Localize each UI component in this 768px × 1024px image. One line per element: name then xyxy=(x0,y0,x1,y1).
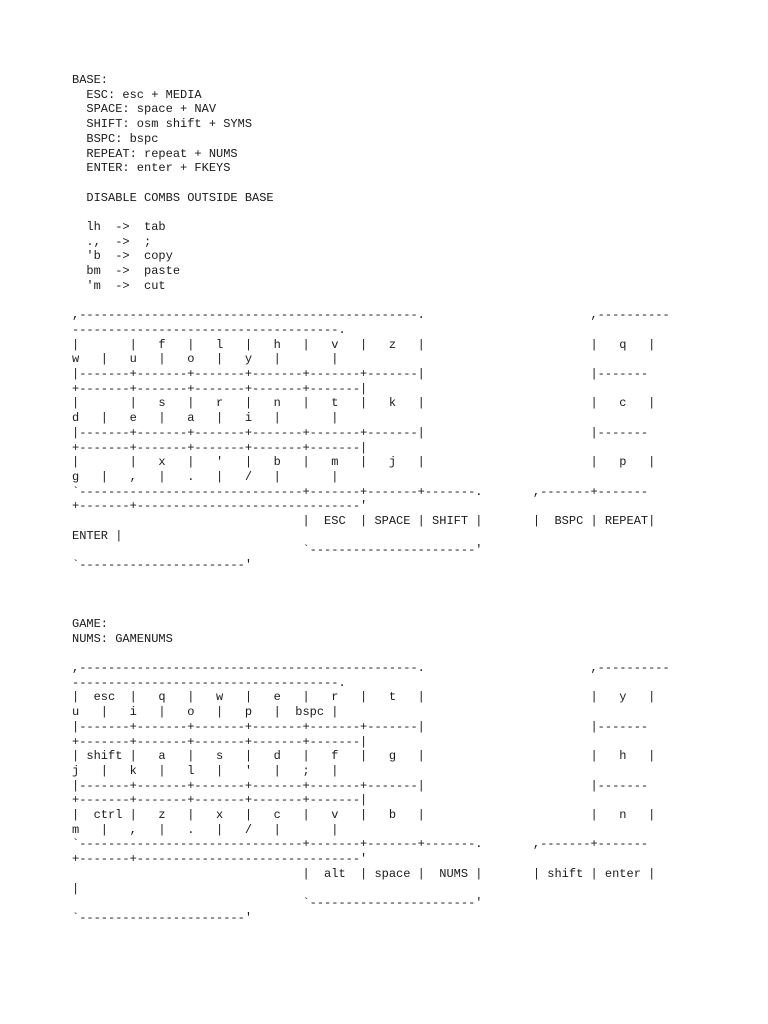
document-line: |-------+-------+-------+-------+-------+-------| |------- xyxy=(72,778,649,793)
document-line: lh -> tab xyxy=(72,220,166,234)
document-line: ENTER: enter + FKEYS xyxy=(72,161,231,176)
document-line: SHIFT: osm shift + SYMS xyxy=(72,117,253,132)
document-line: GAME: xyxy=(72,616,109,631)
document-line: ESC: esc + MEDIA xyxy=(72,87,202,102)
document-line: | shift | a | s | d | f | g | | h | xyxy=(72,749,656,764)
document-line: | | s | r | n | t | k | | c | xyxy=(72,396,656,411)
document-line: |-------+-------+-------+-------+-------+-------| |------- xyxy=(72,719,649,734)
document-line: g | , | . | / | | xyxy=(72,469,339,484)
document-line: `-----------------------' xyxy=(72,558,253,573)
document-line: w | u | o | y | | xyxy=(72,352,339,367)
document-line: `-----------------------' xyxy=(72,910,253,925)
document-line: u | i | o | p | bspc | xyxy=(72,705,339,720)
document-line: ,-----------------------------------------------. ,---------- xyxy=(72,308,670,323)
document-line: `-------------------------------+-------+-------+-------. ,-------+------- xyxy=(72,484,649,499)
document-line: | | f | l | h | v | z | | q | xyxy=(72,337,656,352)
document-line: 'm -> cut xyxy=(72,278,166,293)
document-line: `-----------------------' xyxy=(72,543,483,558)
document-line: -------------------------------------. xyxy=(72,322,346,337)
document-line: BASE: xyxy=(72,73,109,87)
document-line: +-------+-------------------------------' xyxy=(72,499,368,514)
document-line: `-----------------------' xyxy=(72,896,483,911)
document-line: +-------+-------+-------+-------+-------| xyxy=(72,734,368,749)
document-line: | xyxy=(72,881,80,896)
document-line: ENTER | xyxy=(72,528,123,543)
document-line: | | x | ' | b | m | j | | p | xyxy=(72,455,656,470)
document-line: +-------+-------+-------+-------+-------| xyxy=(72,381,368,396)
document-line: bm -> paste xyxy=(72,264,181,279)
document-line: d | e | a | i | | xyxy=(72,411,339,426)
document-line: | esc | q | w | e | r | t | | y | xyxy=(72,690,656,705)
document-line: |-------+-------+-------+-------+-------+-------| |------- xyxy=(72,367,649,381)
document-line: SPACE: space + NAV xyxy=(72,102,217,117)
document-line: | ctrl | z | x | c | v | b | | n | xyxy=(72,808,656,822)
document-line: REPEAT: repeat + NUMS xyxy=(72,146,238,161)
document-line: j | k | l | ' | ; | xyxy=(72,763,339,778)
document-line: | alt | space | NUMS | | shift | enter | xyxy=(72,866,656,881)
document-line: +-------+-------+-------+-------+-------| xyxy=(72,793,368,808)
document-line: | ESC | SPACE | SHIFT | | BSPC | REPEAT| xyxy=(72,514,656,528)
document-line: DISABLE COMBS OUTSIDE BASE xyxy=(72,190,274,205)
document-line: BSPC: bspc xyxy=(72,131,159,146)
document-line: +-------+-------------------------------' xyxy=(72,852,368,867)
document-line: +-------+-------+-------+-------+-------| xyxy=(72,440,368,455)
document-line: ,-----------------------------------------------. ,---------- xyxy=(72,661,670,675)
document-line: |-------+-------+-------+-------+-------+-------| |------- xyxy=(72,425,649,440)
document-line: ., -> ; xyxy=(72,234,152,249)
document-line: `-------------------------------+-------+-------+-------. ,-------+------- xyxy=(72,837,649,852)
document-line: NUMS: GAMENUMS xyxy=(72,631,173,646)
document-line: 'b -> copy xyxy=(72,249,173,264)
document-line: -------------------------------------. xyxy=(72,675,346,690)
document-line: m | , | . | / | | xyxy=(72,822,339,837)
